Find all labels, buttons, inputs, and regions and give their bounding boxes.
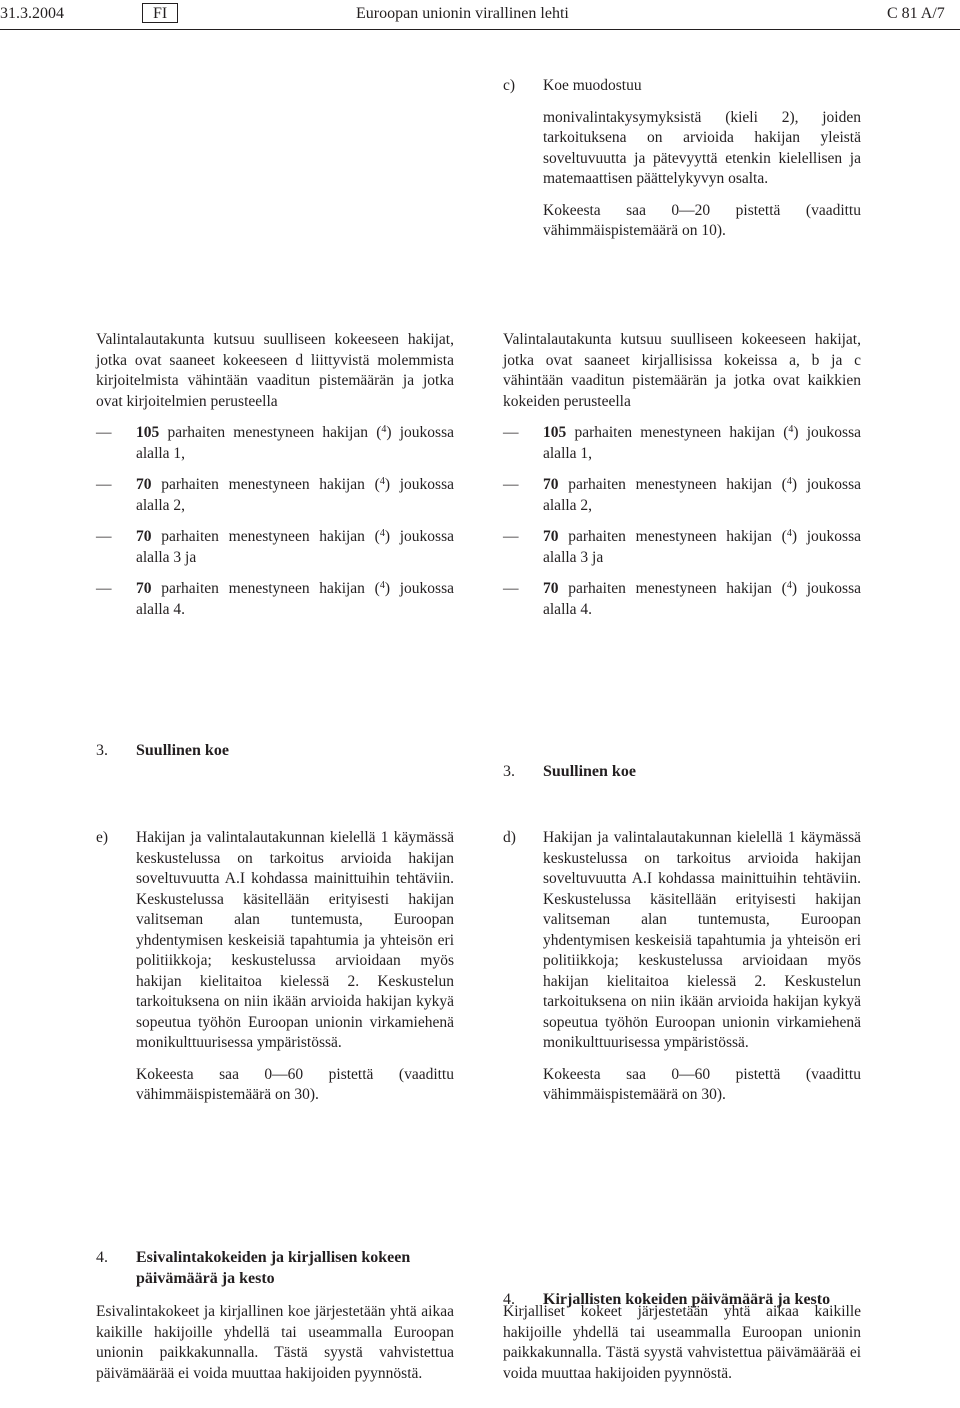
selection-text: parhaiten menestyneen hakijan ( xyxy=(161,580,380,597)
dash-mark: — xyxy=(96,580,112,597)
item-e xyxy=(96,828,454,1106)
selection-item xyxy=(503,475,861,516)
dates-right xyxy=(503,1302,861,1384)
oral-exam-right xyxy=(503,828,861,1106)
oral-score: Kokeesta saa 0—60 pistettä (vaadittu vähimmäispistemäärä on 30). xyxy=(543,1065,861,1103)
footnote-ref: 4 xyxy=(786,528,792,539)
language-code: FI xyxy=(142,3,178,23)
dash-mark: — xyxy=(503,476,519,493)
footnote-ref: 4 xyxy=(379,476,385,487)
selection-count: 70 xyxy=(543,580,559,597)
selection-left xyxy=(96,330,454,631)
selection-intro: Valintalautakunta kutsuu suulliseen kokeeseen hakijat, jotka ovat saaneet kokeeseen d liittyvistä molemmista kirjoitelmista vähintään vaaditun pistemäärän ja jotka ovat kirjoitelmien perusteella xyxy=(96,331,454,410)
item-c-score: Kokeesta saa 0—20 pistettä (vaadittu vähimmäispistemäärä on 10). xyxy=(543,201,861,239)
selection-count: 70 xyxy=(543,476,559,493)
section-heading-oral-left xyxy=(96,740,454,761)
selection-count: 105 xyxy=(136,424,160,441)
section-number: 4. xyxy=(96,1249,108,1266)
section-number: 3. xyxy=(503,763,515,780)
section-title: Esivalintakokeiden ja kirjallisen kokeen päivämäärä ja kesto xyxy=(136,1249,411,1287)
dates-left xyxy=(96,1302,454,1384)
item-d xyxy=(503,828,861,1106)
item-c-heading xyxy=(503,76,861,97)
dash-mark: — xyxy=(503,424,519,441)
dash-mark: — xyxy=(96,528,112,545)
section-number: 3. xyxy=(96,742,108,759)
item-label: c) xyxy=(503,77,516,94)
footnote-ref: 4 xyxy=(379,580,385,591)
dash-mark: — xyxy=(96,424,112,441)
item-c-line: Koe muodostuu xyxy=(543,77,642,94)
header-divider xyxy=(0,29,960,30)
footnote-ref: 4 xyxy=(379,528,385,539)
item-label: e) xyxy=(96,829,109,846)
selection-item xyxy=(503,527,861,568)
dash-mark: — xyxy=(96,476,112,493)
selection-item xyxy=(503,423,861,464)
selection-text-rest: ) joukossa alalla 4. xyxy=(543,580,861,618)
section-heading-oral-right xyxy=(503,761,861,782)
page-date: 31.3.2004 xyxy=(0,5,64,22)
item-c-paragraph: monivalintakysymyksistä (kieli 2), joiden tarkoituksena on arvioida hakijan yleistä soveltuvuutta ja pätevyyttä etenkin kielellisen ja matemaattisen päättelykyvyn osalta. xyxy=(543,108,861,187)
selection-right xyxy=(503,330,861,631)
selection-text-rest: ) joukossa alalla 3 ja xyxy=(543,528,861,566)
selection-text: parhaiten menestyneen hakijan ( xyxy=(167,424,382,441)
selection-intro: Valintalautakunta kutsuu suulliseen kokeeseen hakijat, jotka ovat saaneet kirjallisissa kokeissa a, b ja c vähintään vaaditun pistemäärän ja jotka ovat kaikkien kokeiden perusteella xyxy=(503,331,861,410)
oral-paragraph: Hakijan ja valintalautakunnan kielellä 1 käymässä keskustelussa on tarkoitus arvioida hakijan soveltuvuutta A.I kohdassa mainittuihin tehtäviin. Keskustelussa käsitellään erityisesti hakijan valitseman alan tuntemusta, Euroopan yhdentymisen keskeisiä tapahtumia ja yhteisön eri politiikkoja; keskustelussa arvioidaan myös hakijan kielitaitoa kielessä 2. Keskustelun tarkoituksena on niin ikään arvioida hakijan kykyä sopeutua työhön Euroopan unionin virkamiehenä monikulttuurisessa ympäristössä. xyxy=(136,829,454,1051)
section-title: Suullinen koe xyxy=(136,742,229,759)
journal-title: Euroopan unionin virallinen lehti xyxy=(356,5,569,22)
dates-paragraph: Esivalintakokeet ja kirjallinen koe järjestetään yhtä aikaa kaikille hakijoille yhdellä tai useammalla Euroopan unionin paikkakunnalla. Tästä syystä vahvistettua päivämäärää ei voida muuttaa hakijoiden pyynnöstä. xyxy=(96,1303,454,1382)
selection-text-rest: ) joukossa alalla 1, xyxy=(136,424,454,462)
selection-text-rest: ) joukossa alalla 4. xyxy=(136,580,454,618)
selection-text-rest: ) joukossa alalla 2, xyxy=(543,476,861,514)
dash-mark: — xyxy=(503,580,519,597)
selection-count: 70 xyxy=(136,476,152,493)
dash-mark: — xyxy=(503,528,519,545)
item-label: d) xyxy=(503,829,516,846)
footnote-ref: 4 xyxy=(786,476,792,487)
section-title: Suullinen koe xyxy=(543,763,636,780)
item-c-body xyxy=(503,108,861,242)
selection-count: 70 xyxy=(543,528,559,545)
section-title: Kirjallisten kokeiden päivämäärä ja kesto xyxy=(543,1291,831,1308)
selection-text: parhaiten menestyneen hakijan ( xyxy=(568,528,787,545)
selection-text-rest: ) joukossa alalla 1, xyxy=(543,424,861,462)
footnote-ref: 4 xyxy=(788,424,794,435)
oral-paragraph: Hakijan ja valintalautakunnan kielellä 1 käymässä keskustelussa on tarkoitus arvioida hakijan soveltuvuutta A.I kohdassa mainittuihin tehtäviin. Keskustelussa käsitellään erityisesti hakijan valitseman alan tuntemusta, Euroopan yhdentymisen keskeisiä tapahtumia ja yhteisön eri politiikkoja; keskustelussa arvioidaan myös hakijan kielitaitoa kielessä 2. Keskustelun tarkoituksena on niin ikään arvioida hakijan kykyä sopeutua työhön Euroopan unionin virkamiehenä monikulttuurisessa ympäristössä. xyxy=(543,829,861,1051)
selection-text: parhaiten menestyneen hakijan ( xyxy=(568,580,787,597)
oral-score: Kokeesta saa 0—60 pistettä (vaadittu vähimmäispistemäärä on 30). xyxy=(136,1065,454,1103)
section-heading-dates-left xyxy=(96,1247,494,1289)
selection-item xyxy=(96,579,454,620)
page-reference: C 81 A/7 xyxy=(887,5,945,22)
selection-count: 70 xyxy=(136,528,152,545)
selection-item xyxy=(96,527,454,568)
dates-paragraph: Kirjalliset kokeet järjestetään yhtä aikaa kaikille hakijoille yhdellä tai useammalla Euroopan unionin paikkakunnalla. Tästä syystä vahvistettua päivämäärää ei voida muuttaa hakijoiden pyynnöstä. xyxy=(503,1303,861,1382)
footnote-ref: 4 xyxy=(786,580,792,591)
selection-text: parhaiten menestyneen hakijan ( xyxy=(568,476,787,493)
selection-count: 70 xyxy=(136,580,152,597)
selection-item xyxy=(96,423,454,464)
selection-item xyxy=(503,579,861,620)
section-number: 4. xyxy=(503,1291,515,1308)
selection-text: parhaiten menestyneen hakijan ( xyxy=(161,528,380,545)
selection-item xyxy=(96,475,454,516)
selection-text-rest: ) joukossa alalla 2, xyxy=(136,476,454,514)
selection-text-rest: ) joukossa alalla 3 ja xyxy=(136,528,454,566)
selection-text: parhaiten menestyneen hakijan ( xyxy=(574,424,789,441)
footnote-ref: 4 xyxy=(381,424,387,435)
selection-count: 105 xyxy=(543,424,567,441)
item-c xyxy=(503,76,861,242)
oral-exam-left xyxy=(96,828,454,1106)
selection-text: parhaiten menestyneen hakijan ( xyxy=(161,476,380,493)
